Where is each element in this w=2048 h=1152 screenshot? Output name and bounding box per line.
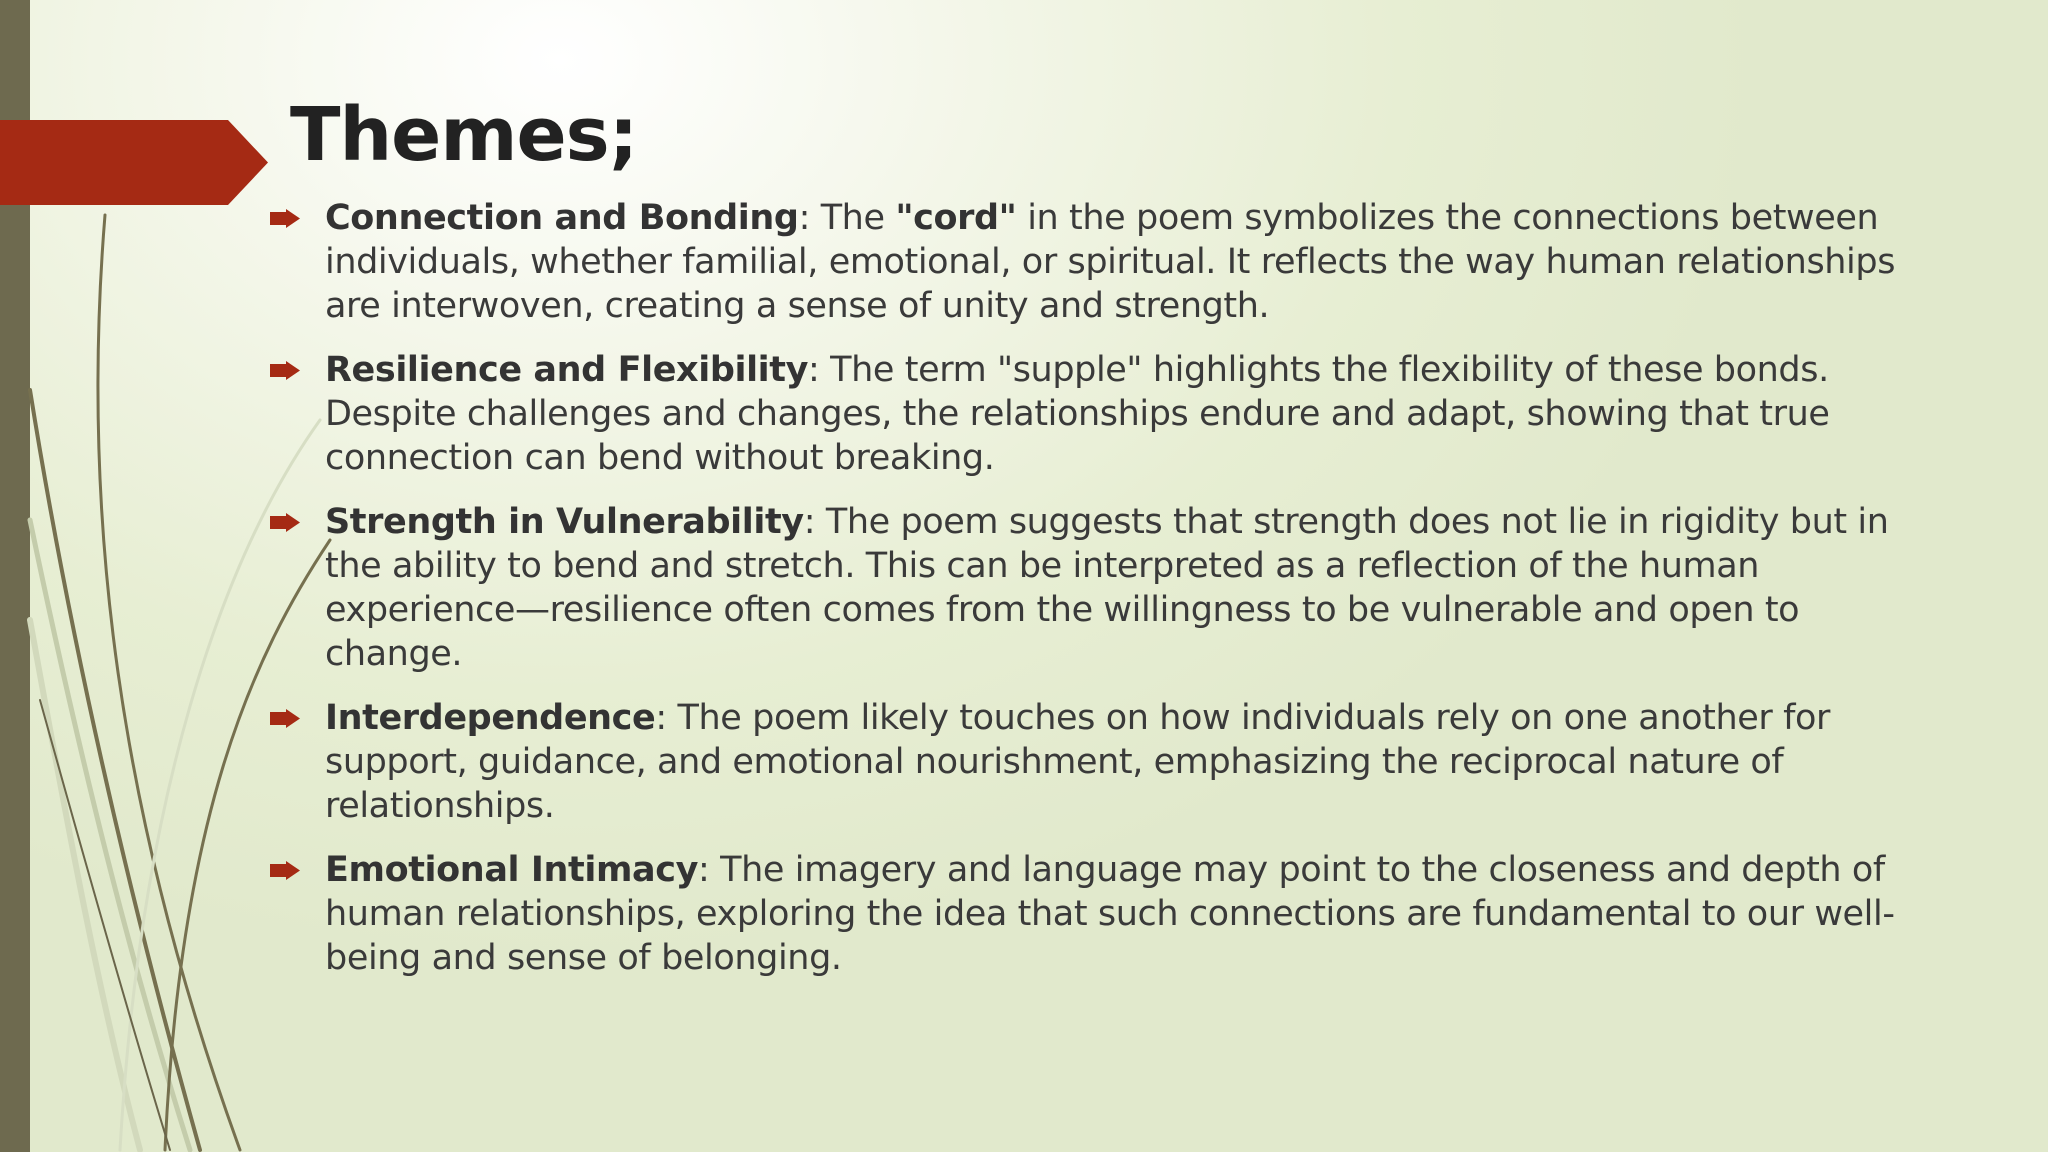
theme-text: The imagery and language may point to the closeness and depth of human relationships, exploring the idea that such connections are fundamental to our well-being and sense of belonging.	[325, 850, 1895, 978]
theme-separator: :	[698, 850, 721, 890]
theme-term: Emotional Intimacy	[325, 850, 699, 890]
arrow-bullet-icon	[270, 861, 300, 880]
list-item	[270, 696, 1930, 828]
list-item	[270, 196, 1930, 328]
page-title: Themes;	[290, 92, 638, 178]
theme-term: Interdependence	[325, 698, 656, 738]
theme-separator: :	[798, 198, 821, 238]
list-item	[270, 500, 1930, 676]
theme-term: Connection and Bonding	[325, 198, 799, 238]
theme-text: The poem likely touches on how individuals rely on one another for support, guidance, and emotional nourishment, emphasizing the reciprocal nature of relationships.	[325, 698, 1831, 826]
themes-list	[270, 196, 1930, 1000]
arrow-bullet-icon	[270, 361, 300, 380]
theme-text: in the poem symbolizes the connections between individuals, whether familial, emotional, or spiritual. It reflects the way human relationships are interwoven, creating a sense of unity and strength.	[325, 198, 1896, 326]
theme-separator: :	[655, 698, 678, 738]
theme-text: The	[820, 198, 896, 238]
theme-text: The poem suggests that strength does not lie in rigidity but in the ability to bend and stretch. This can be interpreted as a reflection of the human experience—resilience often comes from the willingness to be vulnerable and open to change.	[325, 502, 1889, 674]
arrow-bullet-icon	[270, 209, 300, 228]
list-item	[270, 848, 1930, 980]
theme-separator: :	[803, 502, 826, 542]
theme-term: Resilience and Flexibility	[325, 350, 809, 390]
title-flag-shape	[0, 120, 268, 205]
arrow-bullet-icon	[270, 709, 300, 728]
theme-text: The term "supple" highlights the flexibility of these bonds. Despite challenges and changes, the relationships endure and adapt, showing that true connection can bend without breaking.	[325, 350, 1830, 478]
theme-separator: :	[808, 350, 831, 390]
cord-emphasis: "cord"	[895, 198, 1017, 238]
theme-term: Strength in Vulnerability	[325, 502, 804, 542]
arrow-bullet-icon	[270, 513, 300, 532]
list-item	[270, 348, 1930, 480]
